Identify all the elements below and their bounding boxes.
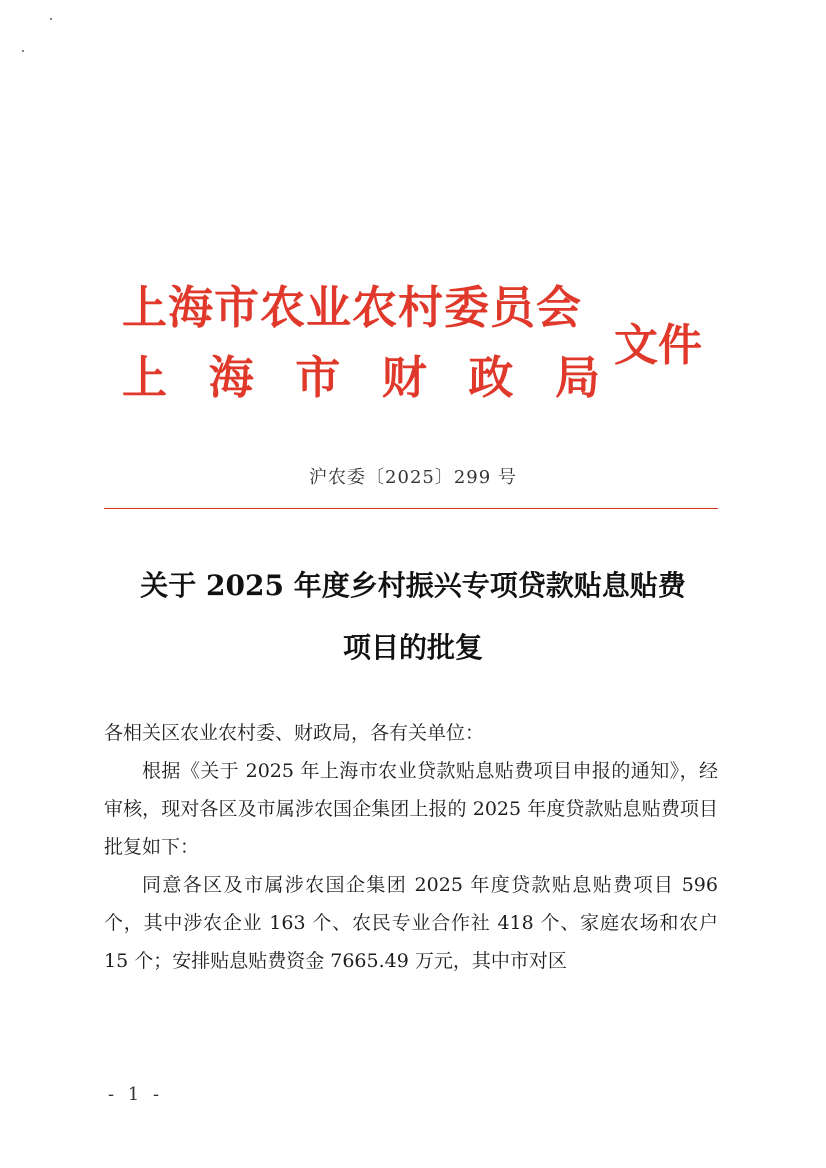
issuer-char: 财 (381, 351, 427, 404)
scan-speck (50, 18, 52, 20)
issuer-char: 上 (122, 351, 168, 404)
salutation: 各相关区农业农村委、财政局，各有关单位： (104, 722, 485, 744)
issuer-char: 政 (468, 351, 514, 404)
document-number: 沪农委〔2025〕299 号 (309, 467, 517, 488)
paragraph-basis: 根据《关于 2025 年上海市农业贷款贴息贴费项目申报的通知》，经审核，现对各区及市属涉农国企集团上报的 2025 年度贷款贴息贴费项目批复如下： (104, 760, 718, 858)
document-header (122, 278, 722, 418)
scan-speck (22, 50, 24, 52)
page-number: - 1 - (108, 1084, 164, 1105)
document-type-label: 文件 (614, 320, 702, 371)
document-title-line-1: 关于 2025 年度乡村振兴专项贷款贴息贴费 (140, 569, 686, 602)
document-body (104, 714, 718, 980)
issuer-agriculture-committee: 上海市农业农村委员会 (122, 281, 583, 334)
document-title-line-2: 项目的批复 (342, 631, 483, 664)
issuer-char: 海 (208, 351, 254, 404)
red-divider (104, 508, 718, 509)
issuer-char: 局 (554, 351, 600, 404)
issuer-finance-bureau (122, 348, 600, 408)
issuer-char: 市 (295, 351, 341, 404)
paragraph-approval: 同意各区及市属涉农国企集团 2025 年度贷款贴息贴费项目 596 个，其中涉农企业 163 个、农民专业合作社 418 个、家庭农场和农户 15 个；安排贴息贴费资金 7665.49 万元，其中市对区 (104, 874, 718, 972)
